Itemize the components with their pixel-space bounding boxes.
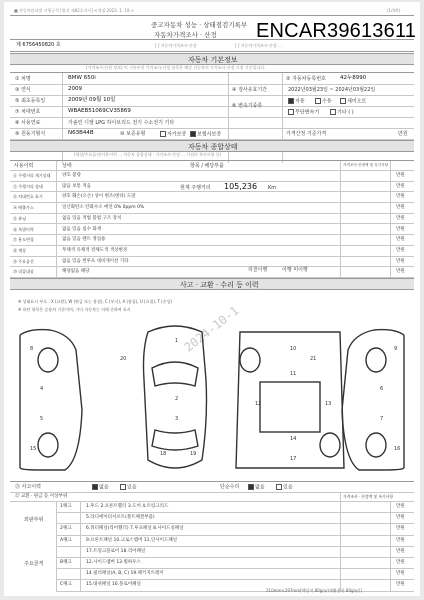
panel-number: 5 <box>40 416 44 422</box>
rear-window <box>152 430 198 450</box>
summary-row-unit: 만원 <box>396 173 405 178</box>
brand-overlay: ENCAR39613611 <box>256 20 417 42</box>
car-diagram <box>10 320 414 478</box>
accident-yes-text: 있음 <box>127 484 137 491</box>
rank-items: 14.필러패널(A, B, C) 19.패키지트레이 <box>86 571 164 577</box>
panel-number: 14 <box>290 436 297 442</box>
basic-info-sub: (가격조사·산정 정보) 이 기록부의 가격조사·산정 항목은 해당 자동차의 가격조사·산정 시점 기준입니다. <box>86 65 266 70</box>
basic-info-header <box>10 53 414 65</box>
year-label: ③ 연식 <box>15 87 31 93</box>
check-b: [ ] 자동차가격조사·산정 ... <box>235 43 282 48</box>
rank-label: 1랭크 <box>60 504 72 509</box>
rank-unit: 만원 <box>396 571 405 577</box>
top-rule <box>10 15 414 16</box>
repair-no <box>248 484 265 491</box>
panel-number: 8 <box>30 346 34 352</box>
record-number: 제 6756450820 호 <box>16 42 61 48</box>
summary-row-options: 없음 있음 썬루프 네비게이션 기타 <box>62 258 129 264</box>
summary-row-label: ⑭ 배출가스 <box>13 205 34 211</box>
car-name-value: BMW 650i <box>68 75 96 81</box>
col-category: ㉒ 교환 · 판금 등 이상부위 <box>15 494 68 499</box>
summary-row-options: 해당없음 해당 <box>62 269 90 275</box>
fuel-label: ⑧ 사용연료 <box>15 120 41 126</box>
engine-label: ⑨ 원동기형식 <box>15 131 46 137</box>
frame-view <box>236 332 344 468</box>
summary-row-options: 없음 있음 적법 불법 구조 장치 <box>62 215 122 221</box>
summary-row-unit: 만원 <box>396 258 405 264</box>
col-detail: 항목 / 해당부품 <box>190 163 224 169</box>
trans-cvt <box>288 109 319 116</box>
summary-row-unit: 만원 <box>396 205 405 211</box>
panel-number: 17 <box>290 456 297 462</box>
summary-row-label: ⑳ 리콜대상 <box>13 269 34 275</box>
summary-row-unit: 만원 <box>396 215 405 221</box>
panel-number: 18 <box>160 451 167 457</box>
rank-items: 15.대쉬패널 16.플로어패널 <box>86 582 141 588</box>
accident-history-label: ㉑ 사고이력 <box>15 484 41 490</box>
panel-number: 9 <box>394 346 398 352</box>
form-note: ■ 자동차관리법 시행규칙 [별지 제82호서식] <개정 2023. 1. 19.> <box>14 8 135 13</box>
col-use: 사용이력 <box>14 163 34 169</box>
inspection-label: ④ 검사유효기간 <box>232 87 268 93</box>
rank-items: 12.사이드멤버 13.휠하우스 <box>86 560 141 565</box>
wheel-rear-side-right <box>366 433 386 457</box>
panel-number: 2 <box>175 396 179 402</box>
reg-no-value: 42누8990 <box>340 75 367 81</box>
checkbox-icon <box>120 484 126 490</box>
rank-label: B랭크 <box>60 560 72 565</box>
windshield <box>152 362 198 386</box>
warranty-b-text: 보험사보증 <box>197 131 222 138</box>
price-unit: 만원 <box>398 131 408 137</box>
trans-auto <box>288 98 305 105</box>
checkbox-icon <box>160 131 166 137</box>
trans-etc <box>330 109 354 116</box>
rank-items: 5.라디에이터서포트(볼트체결부품) <box>86 515 155 521</box>
first-reg-value: 2009년 09월 10일 <box>68 97 116 103</box>
summary-row-options: 없음 있음 렌트 영업용 <box>62 237 106 243</box>
repair-yes-text: 있음 <box>283 484 293 491</box>
footer-note: 210mm×297mm[백상지 80g/㎡(재활용품 80g/㎡)] <box>266 588 362 593</box>
checkbox-checked-icon <box>288 98 294 104</box>
summary-table <box>10 160 414 277</box>
summary-row-label: ⑱ 색상 <box>13 247 26 253</box>
price-label: 가격산정 기준가격 <box>286 131 327 137</box>
summary-row-label: ⑪ 주행거리 계기상태 <box>13 173 51 178</box>
accident-no <box>92 484 109 491</box>
summary-row-options: 많음 보통 적음 <box>62 183 91 189</box>
vin-value: WBAEB51069CV35869 <box>68 108 131 114</box>
rank-label: 2랭크 <box>60 526 72 532</box>
checkbox-icon <box>330 109 336 115</box>
odo-unit: Km <box>268 185 277 191</box>
date-stamp-watermark: 2024-10-1 <box>181 303 242 355</box>
summary-row-options: 무채색 유채색 전체도색 색상변경 <box>62 247 128 253</box>
checkbox-checked-icon <box>92 484 98 490</box>
check-a: [ ] 자동차가격조사·산정 <box>155 43 197 48</box>
summary-row-options: 양호 불량 <box>62 173 81 178</box>
summary-row <box>10 266 414 278</box>
recall-options: 이행 미이행 <box>282 267 308 273</box>
panel-number: 3 <box>175 416 179 422</box>
col-price: 가격조사·산정액 및 특기사항 <box>343 163 389 167</box>
rank-items: 17.트렁크플로어 18.리어패널 <box>86 548 146 554</box>
panel-number-labels <box>30 338 400 462</box>
panel-number: 1 <box>175 338 179 344</box>
rank-unit: 만원 <box>396 515 405 521</box>
trans-manual <box>315 98 332 105</box>
bottom-table <box>10 481 414 592</box>
panel-number: 7 <box>380 416 384 422</box>
simple-repair-label: 단순수리 <box>220 484 240 490</box>
accident-note1: ※ 상태표시 부호 : X (교환), W (판금 또는 용접), C (부식), A (흠집), U (요철), T (손상) <box>18 299 173 304</box>
odo-label: 현재 주행거리 <box>180 185 211 191</box>
recall-label: 리콜이행 <box>248 267 268 273</box>
rank-label: C랭크 <box>60 582 72 588</box>
warranty-a-text: 자가보증 <box>167 131 187 138</box>
rank-items: 6.쿼터패널(리어휀더) 7.루프패널 8.사이드실패널 <box>86 526 184 532</box>
trans-semi <box>340 98 366 105</box>
vin-label: ⑦ 차대번호 <box>15 109 41 115</box>
record-row <box>10 39 414 52</box>
summary-row-unit: 만원 <box>396 183 405 189</box>
summary-row-label: ⑫ 주행거리 상태 <box>13 183 43 189</box>
panel-number: 20 <box>120 356 127 362</box>
rank-unit: 만원 <box>396 560 405 565</box>
row-engine <box>10 128 414 140</box>
main-frame-label: 주요골격 <box>24 561 44 567</box>
summary-row-label: ⑯ 특별이력 <box>13 226 34 232</box>
summary-row-unit: 만원 <box>396 247 405 253</box>
inspection-record-page <box>4 2 420 596</box>
reg-no-label: ② 자동차등록번호 <box>286 76 326 82</box>
wheel-rear-left <box>38 433 58 457</box>
accident-header <box>10 278 414 290</box>
wheel-front-left <box>38 348 58 372</box>
checkbox-checked-icon <box>248 484 254 490</box>
inspection-period: 2022년03월23일 ~ 2024년03월22일 <box>288 87 376 93</box>
summary-title: 자동차 종합상태 <box>188 143 238 151</box>
summary-row-label: ⑰ 용도변경 <box>13 237 34 243</box>
panel-number: 6 <box>380 386 384 392</box>
trans-etc-text: 기타 ( ) <box>337 109 354 116</box>
warranty-b <box>190 131 221 138</box>
panel-number: 12 <box>255 401 262 407</box>
year-value: 2009 <box>68 86 82 92</box>
panel-number: 15 <box>30 446 37 452</box>
trans-cvt-text: 무단변속기 <box>295 109 320 116</box>
accident-no-text: 없음 <box>99 484 109 491</box>
outer-panel-label: 외판부위 <box>24 517 44 523</box>
car-name-label: ① 차명 <box>15 76 31 82</box>
checkbox-icon <box>315 98 321 104</box>
rank-items: 9.프론트패널 10.크로스멤버 11.인사이드패널 <box>86 537 178 543</box>
summary-row-label: ⑲ 주요옵션 <box>13 258 34 264</box>
checkbox-icon <box>276 484 282 490</box>
summary-row-label: ⑮ 튜닝 <box>13 215 26 221</box>
panel-number: 16 <box>394 446 401 452</box>
rank-label: A랭크 <box>60 537 72 543</box>
wheel-front-side-right <box>366 348 386 372</box>
summary-row-options: 양호 훼손(오손) 상이 변조(변타) 도말 <box>62 194 136 200</box>
title-line2: 자동차가격조사 · 산정 <box>154 31 217 39</box>
summary-row-label: ⑬ 차대번호 표기 <box>13 194 43 200</box>
odo-value: 105,236 <box>224 182 258 191</box>
summary-row-unit: 만원 <box>396 269 405 275</box>
warranty-a <box>160 131 186 138</box>
panel-number: 4 <box>40 386 44 392</box>
bottom-col-price: 가격조사 · 산정액 및 특기사항 <box>343 494 394 499</box>
accident-yes <box>120 484 137 491</box>
repair-yes <box>276 484 293 491</box>
summary-row-unit: 만원 <box>396 194 405 200</box>
summary-row-options: 없음 있음 침수 화재 <box>62 226 102 232</box>
summary-sub: (색상/주요옵션/사용이력 ... 자동차 종합상태 · 가격조사·산정 ... 시점의 특이사항 등) <box>74 152 222 157</box>
accident-title: 사고 · 교환 · 수리 등 이력 <box>180 281 259 289</box>
engine-value: N63B44B <box>68 130 94 136</box>
accident-note2: ※ 하단 항목은 승용차 기준이며, 기타 자동차는 이에 준하여 표시 <box>18 307 131 312</box>
panel-number: 10 <box>290 346 297 352</box>
warranty-label: ⑩ 보증유형 <box>120 131 146 137</box>
rank-unit: 만원 <box>396 548 405 554</box>
fuel-options: 가솔린 디젤 LPG 하이브리드 전기 수소전기 기타 <box>68 120 175 126</box>
rank-unit: 만원 <box>396 504 405 509</box>
rank-unit: 만원 <box>396 526 405 532</box>
checkbox-icon <box>340 98 346 104</box>
panel-number: 11 <box>290 371 297 377</box>
floor-panel <box>260 382 320 432</box>
transmission-label: ⑥ 변속기종류 <box>232 103 263 109</box>
panel-number: 21 <box>310 356 317 362</box>
summary-row-unit: 만원 <box>396 237 405 243</box>
title-line1: 중고자동차 성능 · 상태점검기록부 <box>151 21 248 29</box>
trans-manual-text: 수동 <box>322 98 332 105</box>
checkbox-checked-icon <box>190 131 196 137</box>
panel-number: 19 <box>190 451 197 457</box>
rank-unit: 만원 <box>396 537 405 543</box>
col-status: 상태 <box>62 163 72 169</box>
repair-no-text: 없음 <box>255 484 265 491</box>
first-reg-label: ⑤ 최초등록일 <box>15 98 46 104</box>
panel-number: 13 <box>325 401 332 407</box>
summary-row-unit: 만원 <box>396 226 405 232</box>
trans-auto-text: 자동 <box>295 98 305 105</box>
summary-row-options: 일산화탄소 탄화수소 매연 0% 0ppm 0% <box>62 205 145 211</box>
checkbox-icon <box>288 109 294 115</box>
trans-semi-text: 세미오토 <box>347 98 367 105</box>
wheel-front-right <box>240 348 260 372</box>
rank-unit: 만원 <box>396 582 405 588</box>
wheel-rear-right <box>320 433 340 457</box>
summary-header <box>10 140 414 152</box>
page-mark: (1/4쪽) <box>387 8 401 13</box>
rank-items: 1.후드 2.프론트휀더 3.도어 4.트렁크리드 <box>86 504 169 509</box>
basic-info-title: 자동차 기본정보 <box>188 56 238 64</box>
